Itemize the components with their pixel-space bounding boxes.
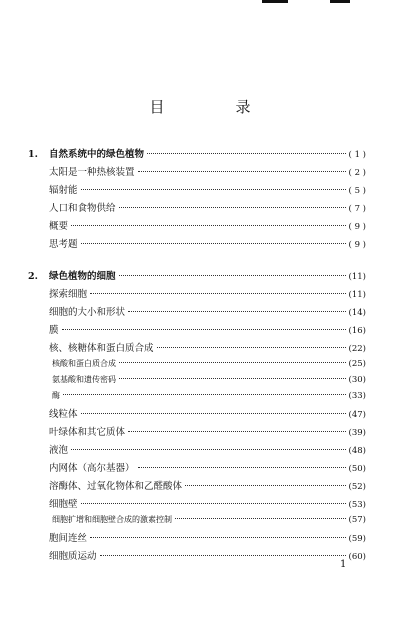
page-ref: (48) (348, 446, 366, 456)
page-ref: (50) (348, 464, 366, 474)
dot-leader (90, 293, 346, 294)
toc-entry-label: 内网体（高尔基器） (49, 463, 135, 474)
section-title: 自然系统中的绿色植物 (49, 149, 145, 160)
page-ref: (57) (348, 515, 366, 525)
toc-entry[interactable] (28, 548, 366, 566)
dot-leader (62, 329, 346, 330)
table-of-contents (28, 146, 366, 580)
toc-entry-label: 液泡 (49, 445, 69, 456)
toc-entry-label: 叶绿体和其它质体 (49, 427, 126, 438)
section-title: 绿色植物的细胞 (49, 271, 116, 282)
toc-entry-label: 线粒体 (49, 409, 78, 420)
top-edge-rule (262, 0, 288, 3)
dot-leader (71, 225, 346, 226)
page-ref: ( 9 ) (348, 240, 366, 250)
dot-leader (157, 347, 346, 348)
page-ref: ( 5 ) (348, 186, 366, 196)
page-ref: (16) (348, 326, 366, 336)
toc-entry[interactable] (28, 322, 366, 340)
page-ref: (33) (348, 391, 366, 401)
dot-leader (90, 537, 346, 538)
page-ref: (47) (348, 410, 366, 420)
toc-entry[interactable] (28, 406, 366, 424)
page-ref: (59) (348, 534, 366, 544)
page-ref: (14) (348, 308, 366, 318)
page-ref: ( 9 ) (348, 222, 366, 232)
page-ref: (60) (348, 552, 366, 562)
toc-entry[interactable] (28, 496, 366, 514)
dot-leader (100, 555, 346, 556)
toc-subentry[interactable] (28, 374, 366, 390)
dot-leader (128, 311, 346, 312)
toc-section (28, 146, 366, 254)
toc-entry[interactable] (28, 424, 366, 442)
toc-entry[interactable] (28, 530, 366, 548)
section-number: 1. (28, 149, 38, 160)
toc-entry[interactable] (28, 460, 366, 478)
toc-entry-label: 细胞扩增和细胞壁合成的激素控制 (52, 515, 172, 524)
toc-entry-label: 概要 (49, 221, 69, 232)
page-ref: (22) (348, 344, 366, 354)
toc-entry[interactable] (28, 164, 366, 182)
page-ref: (11) (348, 290, 366, 300)
page-ref: (39) (348, 428, 366, 438)
toc-subentry[interactable] (28, 358, 366, 374)
dot-leader (119, 207, 346, 208)
dot-leader (138, 171, 346, 172)
page-number: 1 (340, 559, 347, 570)
page-ref: (11) (348, 272, 366, 282)
dot-leader (81, 503, 346, 504)
toc-entry-label: 人口和食物供给 (49, 203, 116, 214)
toc-entry-label: 思考题 (49, 239, 78, 250)
toc-entry[interactable] (28, 182, 366, 200)
page-ref: ( 2 ) (348, 168, 366, 178)
toc-entry-label: 太阳是一种热核装置 (49, 167, 135, 178)
toc-entry-label: 膜 (49, 325, 59, 336)
toc-entry-label: 细胞质运动 (49, 551, 97, 562)
toc-entry-label: 探索细胞 (49, 289, 88, 300)
dot-leader (71, 449, 346, 450)
toc-entry[interactable] (28, 304, 366, 322)
toc-entry[interactable] (28, 218, 366, 236)
toc-entry-label: 氨基酸和遗传密码 (52, 375, 116, 384)
dot-leader (119, 362, 346, 363)
toc-entry-label: 核、核糖体和蛋白质合成 (49, 343, 154, 354)
page-ref: (53) (348, 500, 366, 510)
toc-entry[interactable] (28, 442, 366, 460)
toc-entry-label: 溶酶体、过氧化物体和乙醛酸体 (49, 481, 183, 492)
page-ref: ( 1 ) (348, 150, 366, 160)
toc-entry-label: 核酸和蛋白质合成 (52, 359, 116, 368)
toc-entry[interactable] (28, 200, 366, 218)
toc-entry-label: 胞间连丝 (49, 533, 88, 544)
toc-entry[interactable] (28, 478, 366, 496)
page-title: 目 录 (149, 98, 279, 116)
page-ref: (30) (348, 375, 366, 385)
toc-entry-label: 细胞壁 (49, 499, 78, 510)
dot-leader (138, 467, 346, 468)
toc-entry[interactable] (28, 286, 366, 304)
toc-section-heading[interactable] (28, 146, 366, 164)
toc-subentry[interactable] (28, 514, 366, 530)
toc-entry-label: 酶 (52, 391, 60, 400)
page-ref: (52) (348, 482, 366, 492)
dot-leader (175, 518, 346, 519)
dot-leader (81, 243, 346, 244)
toc-entry-label: 细胞的大小和形状 (49, 307, 126, 318)
dot-leader (119, 275, 346, 276)
toc-section (28, 268, 366, 566)
toc-entry[interactable] (28, 340, 366, 358)
dot-leader (81, 413, 346, 414)
section-number: 2. (28, 271, 38, 282)
dot-leader (63, 394, 346, 395)
toc-subentry[interactable] (28, 390, 366, 406)
toc-entry-label: 辐射能 (49, 185, 78, 196)
dot-leader (147, 153, 346, 154)
dot-leader (119, 378, 346, 379)
dot-leader (185, 485, 346, 486)
dot-leader (81, 189, 346, 190)
page-ref: (25) (348, 359, 366, 369)
page-ref: ( 7 ) (348, 204, 366, 214)
toc-section-heading[interactable] (28, 268, 366, 286)
dot-leader (128, 431, 346, 432)
toc-entry[interactable] (28, 236, 366, 254)
top-edge-rule (330, 0, 350, 3)
